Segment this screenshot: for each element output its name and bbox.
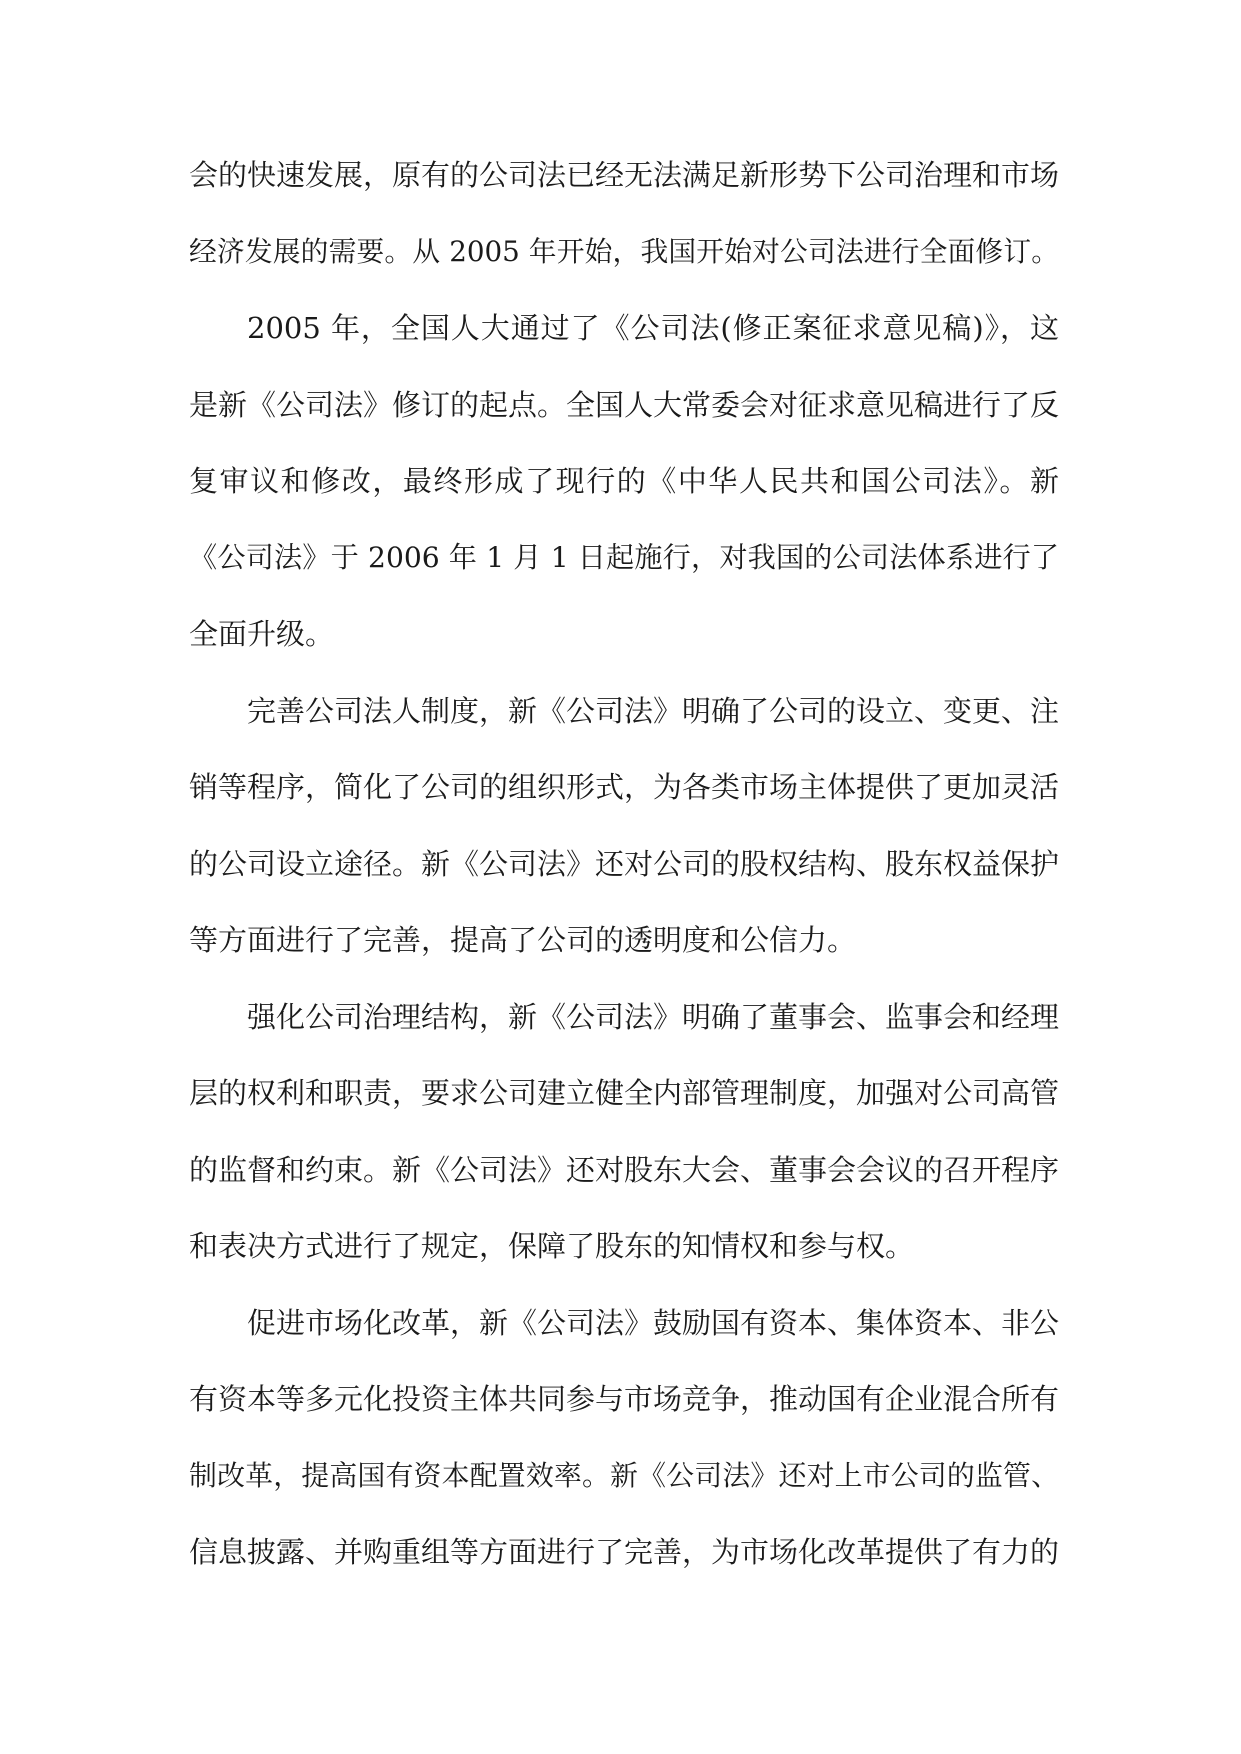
- text-line: 和表决方式进行了规定，保障了股东的知情权和参与权。: [189, 1229, 915, 1263]
- text-line: 层的权利和职责，要求公司建立健全内部管理制度，加强对公司高管: [189, 1076, 1060, 1110]
- text-line: 等方面进行了完善，提高了公司的透明度和公信力。: [189, 923, 857, 957]
- text-line: 《公司法》于 2006 年 1 月 1 日起施行，对我国的公司法体系进行了: [189, 540, 1059, 574]
- text-line: 促进市场化改革，新《公司法》鼓励国有资本、集体资本、非公: [247, 1305, 1060, 1340]
- body-text: [189, 137, 1059, 1591]
- text-line: 是新《公司法》修订的起点。全国人大常委会对征求意见稿进行了反: [189, 387, 1060, 422]
- text-line: 复审议和修改，最终形成了现行的《中华人民共和国公司法》。新: [189, 464, 1059, 498]
- text-line: 信息披露、并购重组等方面进行了完善，为市场化改革提供了有力的: [189, 1535, 1060, 1569]
- text-line: 制改革，提高国有资本配置效率。新《公司法》还对上市公司的监管、: [189, 1458, 1059, 1492]
- text-line: 的监督和约束。新《公司法》还对股东大会、董事会会议的召开程序: [189, 1152, 1060, 1187]
- text-line: 有资本等多元化投资主体共同参与市场竞争，推动国有企业混合所有: [189, 1382, 1060, 1416]
- text-line: 全面升级。: [189, 617, 335, 651]
- text-line: 的公司设立途径。新《公司法》还对公司的股权结构、股东权益保护: [189, 846, 1060, 881]
- text-line: 经济发展的需要。从 2005 年开始，我国开始对公司法进行全面修订。: [189, 234, 1059, 268]
- text-line: 完善公司法人制度，新《公司法》明确了公司的设立、变更、注: [247, 693, 1060, 728]
- text-line: 会的快速发展，原有的公司法已经无法满足新形势下公司治理和市场: [189, 158, 1060, 192]
- text-line: 销等程序，简化了公司的组织形式，为各类市场主体提供了更加灵活: [189, 770, 1060, 804]
- text-line: 2005 年，全国人大通过了《公司法(修正案征求意见稿)》，这: [247, 311, 1059, 345]
- text-line: 强化公司治理结构，新《公司法》明确了董事会、监事会和经理: [247, 999, 1060, 1034]
